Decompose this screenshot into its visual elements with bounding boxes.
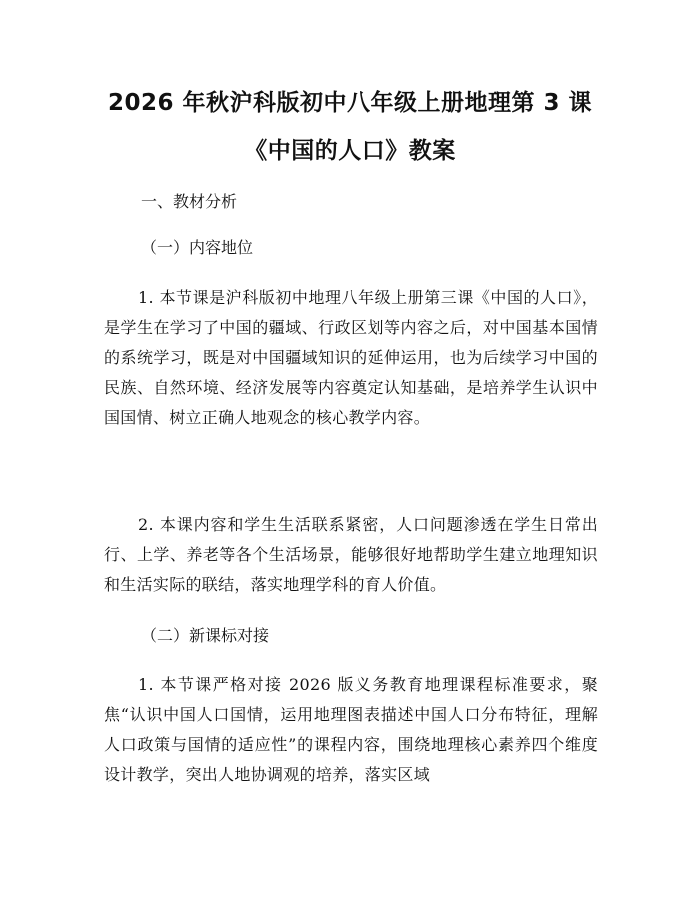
paragraph-1: 1. 本节课是沪科版初中地理八年级上册第三课《中国的人口》，是学生在学习了中国的疆域、行政区划等内容之后，对中国基本国情的系统学习，既是对中国疆域知识的延伸运用，也为后续学习中国的民族、自然环境、经济发展等内容奠定认知基础，是培养学生认识中国国情、树立正确人地观念的核心教学内容。 bbox=[104, 288, 598, 427]
document-title-line-2: 《中国的人口》教案 bbox=[244, 138, 456, 164]
subsection-heading-content-position: （一）内容地位 bbox=[141, 238, 254, 257]
section-heading-textbook-analysis: 一、教材分析 bbox=[141, 192, 238, 211]
paragraph-2: 2. 本课内容和学生生活联系紧密，人口问题渗透在学生日常出行、上学、养老等各个生活场景，能够很好地帮助学生建立地理知识和生活实际的联结，落实地理学科的育人价值。 bbox=[104, 515, 598, 594]
subsection-heading-new-curriculum: （二）新课标对接 bbox=[141, 626, 270, 645]
document-title-line-1: 2026 年秋沪科版初中八年级上册地理第 3 课 bbox=[107, 90, 593, 116]
paragraph-3: 1. 本节课严格对接 2026 版义务教育地理课程标准要求，聚焦“认识中国人口国情，运用地理图表描述中国人口分布特征，理解人口政策与国情的适应性”的课程内容，围绕地理核心素养四个维度设计教学，突出人地协调观的培养，落实区域 bbox=[104, 675, 598, 784]
